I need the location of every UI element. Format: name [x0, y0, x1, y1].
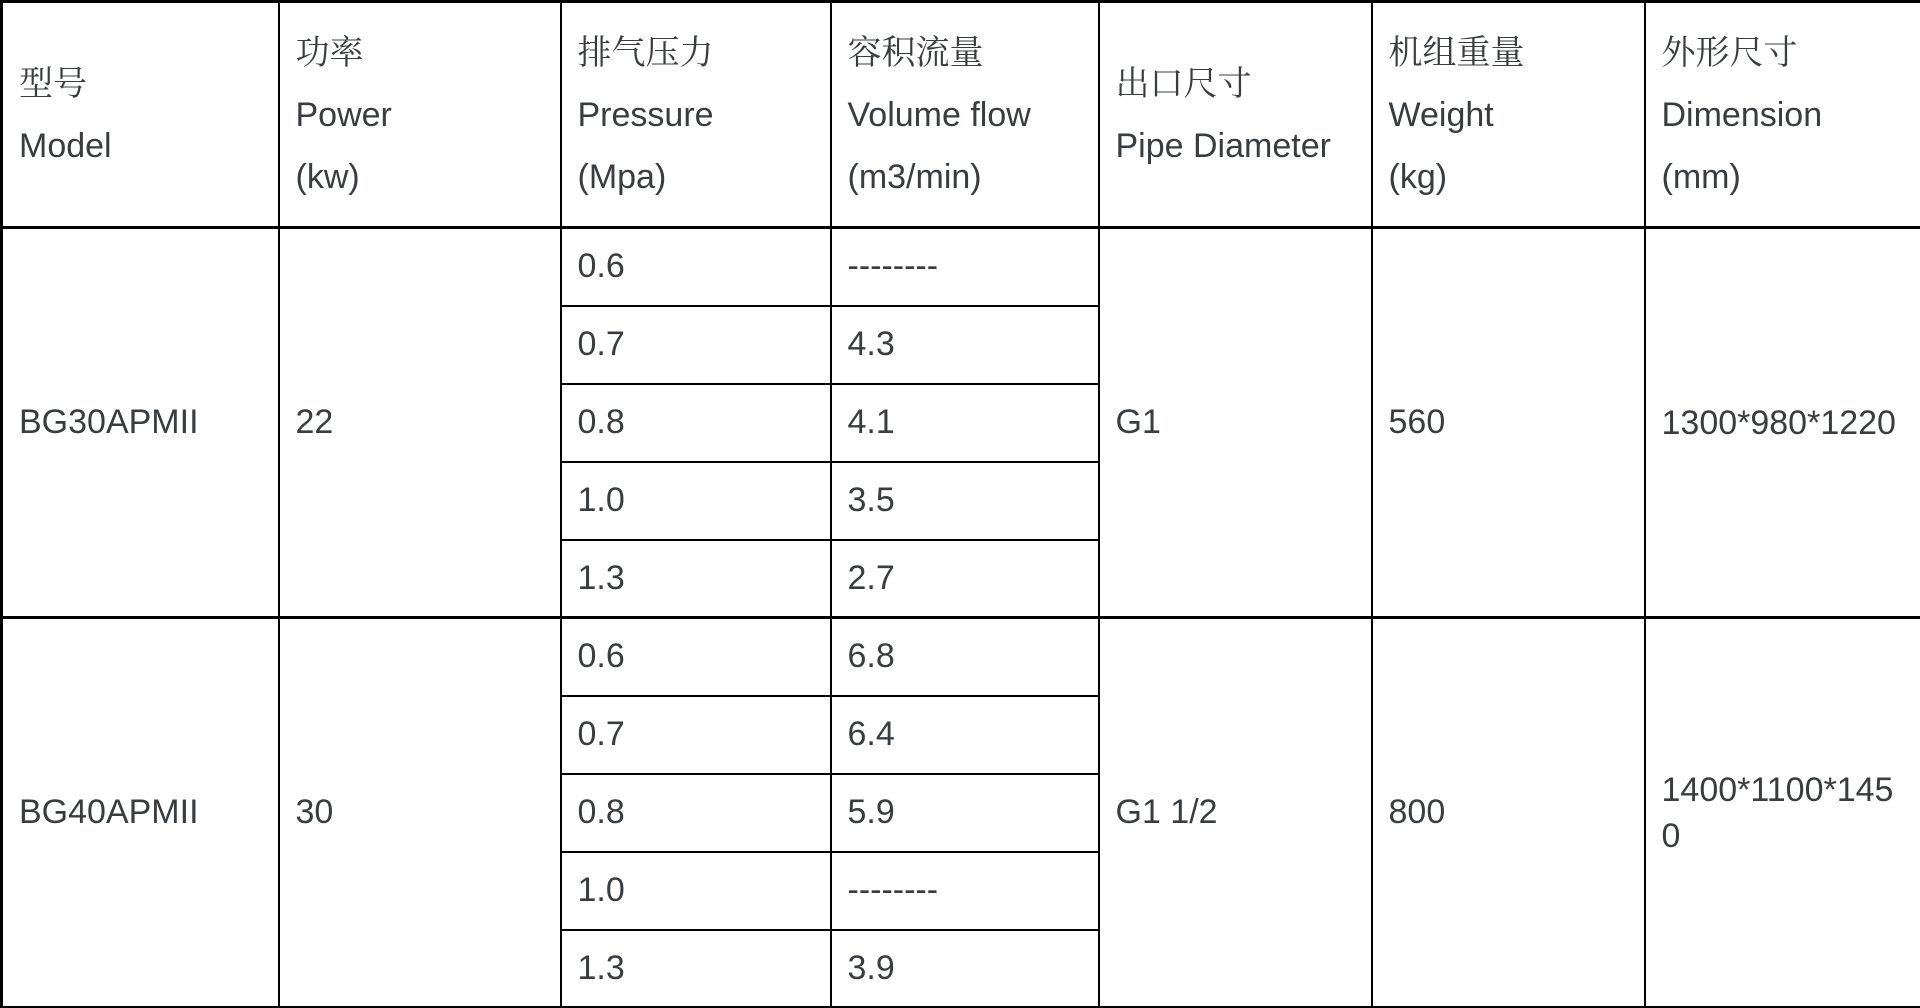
header-model-en: Model — [19, 126, 112, 165]
flow-cell: -------- — [831, 852, 1099, 930]
header-volume-flow-en: Volume flow — [847, 95, 1031, 134]
header-pressure-unit: (Mpa) — [577, 157, 667, 196]
header-pipe-diameter-en: Pipe Diameter — [1115, 126, 1331, 165]
header-weight-unit: (kg) — [1388, 157, 1448, 196]
pressure-cell: 0.8 — [561, 774, 831, 852]
column-header-pressure — [561, 2, 831, 228]
flow-cell: 6.4 — [831, 696, 1099, 774]
pressure-cell: 0.6 — [561, 618, 831, 696]
pressure-cell: 0.6 — [561, 228, 831, 306]
power-cell: 30 — [279, 618, 561, 1008]
column-header-model — [2, 2, 279, 228]
pressure-cell: 1.3 — [561, 930, 831, 1008]
model-cell: BG40APMII — [2, 618, 279, 1008]
table-row — [2, 228, 1920, 306]
header-pressure-en: Pressure — [577, 95, 714, 134]
header-model-zh: 型号 — [19, 64, 87, 103]
column-header-volume-flow — [831, 2, 1099, 228]
header-dimension-zh: 外形尺寸 — [1661, 33, 1798, 72]
flow-cell: 4.3 — [831, 306, 1099, 384]
header-dimension-unit: (mm) — [1661, 157, 1741, 196]
header-row — [2, 2, 1920, 228]
header-dimension-en: Dimension — [1661, 95, 1823, 134]
pipe-diameter-cell: G1 — [1099, 228, 1372, 618]
flow-cell: 2.7 — [831, 540, 1099, 618]
column-header-weight — [1372, 2, 1645, 228]
header-power-zh: 功率 — [295, 33, 364, 72]
header-power-en: Power — [295, 95, 392, 134]
header-volume-flow-zh: 容积流量 — [847, 33, 984, 72]
flow-cell: 4.1 — [831, 384, 1099, 462]
dimension-cell: 1400*1100*1450 — [1645, 618, 1920, 1008]
header-power-unit: (kw) — [295, 157, 360, 196]
model-cell: BG30APMII — [2, 228, 279, 618]
pressure-cell: 1.3 — [561, 540, 831, 618]
table-row — [2, 618, 1920, 696]
header-pressure-zh: 排气压力 — [577, 33, 714, 72]
power-cell: 22 — [279, 228, 561, 618]
weight-cell: 800 — [1372, 618, 1645, 1008]
column-header-dimension — [1645, 2, 1920, 228]
flow-cell: 3.5 — [831, 462, 1099, 540]
pipe-diameter-cell: G1 1/2 — [1099, 618, 1372, 1008]
header-weight-zh: 机组重量 — [1388, 33, 1525, 72]
header-volume-flow-unit: (m3/min) — [847, 157, 982, 196]
header-pipe-diameter-zh: 出口尺寸 — [1115, 64, 1252, 103]
weight-cell: 560 — [1372, 228, 1645, 618]
flow-cell: -------- — [831, 228, 1099, 306]
flow-cell: 5.9 — [831, 774, 1099, 852]
dimension-cell: 1300*980*1220 — [1645, 228, 1920, 618]
flow-cell: 6.8 — [831, 618, 1099, 696]
pressure-cell: 0.7 — [561, 696, 831, 774]
column-header-pipe-diameter — [1099, 2, 1372, 228]
pressure-cell: 0.8 — [561, 384, 831, 462]
column-header-power — [279, 2, 561, 228]
flow-cell: 3.9 — [831, 930, 1099, 1008]
pressure-cell: 1.0 — [561, 462, 831, 540]
pressure-cell: 0.7 — [561, 306, 831, 384]
header-weight-en: Weight — [1388, 95, 1494, 134]
pressure-cell: 1.0 — [561, 852, 831, 930]
